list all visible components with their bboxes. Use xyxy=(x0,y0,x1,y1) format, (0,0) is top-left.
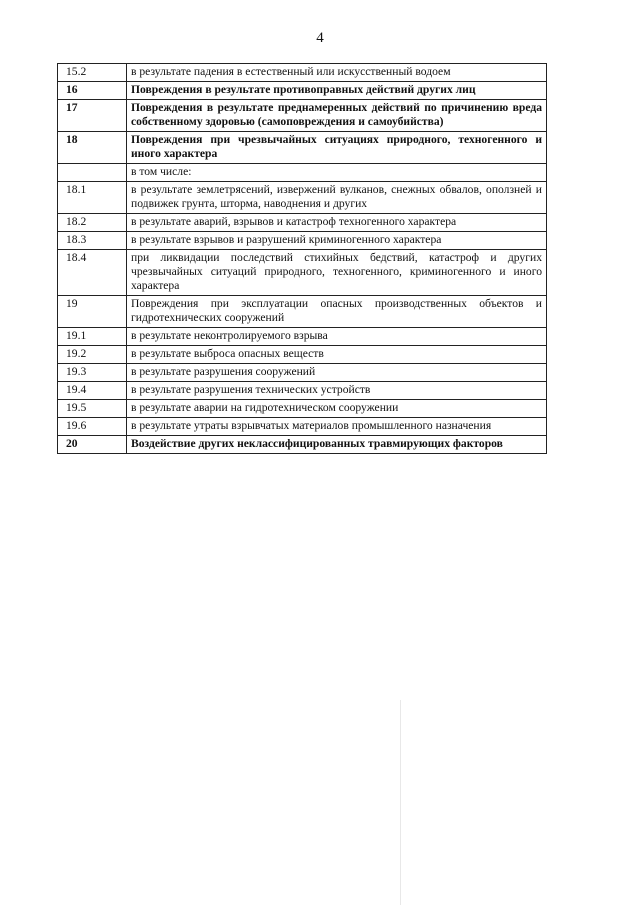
row-code: 17 xyxy=(58,100,127,132)
table-row xyxy=(58,400,547,418)
injury-codes-table xyxy=(57,63,547,454)
row-code: 18.1 xyxy=(58,182,127,214)
row-description: в результате выброса опасных веществ xyxy=(127,346,547,364)
table-row xyxy=(58,364,547,382)
scan-edge-line xyxy=(400,700,401,905)
row-code: 19.6 xyxy=(58,418,127,436)
row-code: 19.4 xyxy=(58,382,127,400)
table-row xyxy=(58,214,547,232)
row-code: 19.2 xyxy=(58,346,127,364)
row-description: в результате разрушения технических устройств xyxy=(127,382,547,400)
row-code: 18 xyxy=(58,132,127,164)
table-row xyxy=(58,382,547,400)
row-code: 19 xyxy=(58,296,127,328)
row-code: 18.3 xyxy=(58,232,127,250)
row-code: 19.1 xyxy=(58,328,127,346)
row-description: Воздействие других неклассифицированных травмирующих факторов xyxy=(127,436,547,454)
row-description: в том числе: xyxy=(127,164,547,182)
row-description: Повреждения в результате противоправных действий других лиц xyxy=(127,82,547,100)
row-code: 19.3 xyxy=(58,364,127,382)
row-description: Повреждения при эксплуатации опасных производственных объектов и гидротехнических сооружений xyxy=(127,296,547,328)
table-row xyxy=(58,418,547,436)
table-row xyxy=(58,182,547,214)
row-description: при ликвидации последствий стихийных бедствий, катастроф и других чрезвычайных ситуаций природного, техногенного, криминогенного и иного характера xyxy=(127,250,547,296)
row-description: в результате аварий, взрывов и катастроф техногенного характера xyxy=(127,214,547,232)
row-description: в результате разрушения сооружений xyxy=(127,364,547,382)
row-code: 18.2 xyxy=(58,214,127,232)
row-code xyxy=(58,164,127,182)
row-description: в результате аварии на гидротехническом сооружении xyxy=(127,400,547,418)
table-row xyxy=(58,250,547,296)
row-description: в результате неконтролируемого взрыва xyxy=(127,328,547,346)
row-code: 16 xyxy=(58,82,127,100)
table-row xyxy=(58,328,547,346)
table-row xyxy=(58,64,547,82)
row-code: 15.2 xyxy=(58,64,127,82)
row-description: в результате землетрясений, извержений вулканов, снежных обвалов, оползней и подвижек грунта, шторма, наводнения и других xyxy=(127,182,547,214)
row-code: 20 xyxy=(58,436,127,454)
row-code: 19.5 xyxy=(58,400,127,418)
table-row xyxy=(58,82,547,100)
table-row xyxy=(58,164,547,182)
table-row xyxy=(58,436,547,454)
row-description: Повреждения при чрезвычайных ситуациях природного, техногенного и иного характера xyxy=(127,132,547,164)
row-description: в результате падения в естественный или искусственный водоем xyxy=(127,64,547,82)
page-number: 4 xyxy=(316,30,324,46)
row-description: Повреждения в результате преднамеренных действий по причинению вреда собственному здоровью (самоповреждения и самоубийства) xyxy=(127,100,547,132)
row-code: 18.4 xyxy=(58,250,127,296)
row-description: в результате взрывов и разрушений криминогенного характера xyxy=(127,232,547,250)
table-row xyxy=(58,100,547,132)
table-row xyxy=(58,296,547,328)
table-body xyxy=(58,64,547,454)
table-row xyxy=(58,132,547,164)
table-row xyxy=(58,346,547,364)
row-description: в результате утраты взрывчатых материалов промышленного назначения xyxy=(127,418,547,436)
table-row xyxy=(58,232,547,250)
